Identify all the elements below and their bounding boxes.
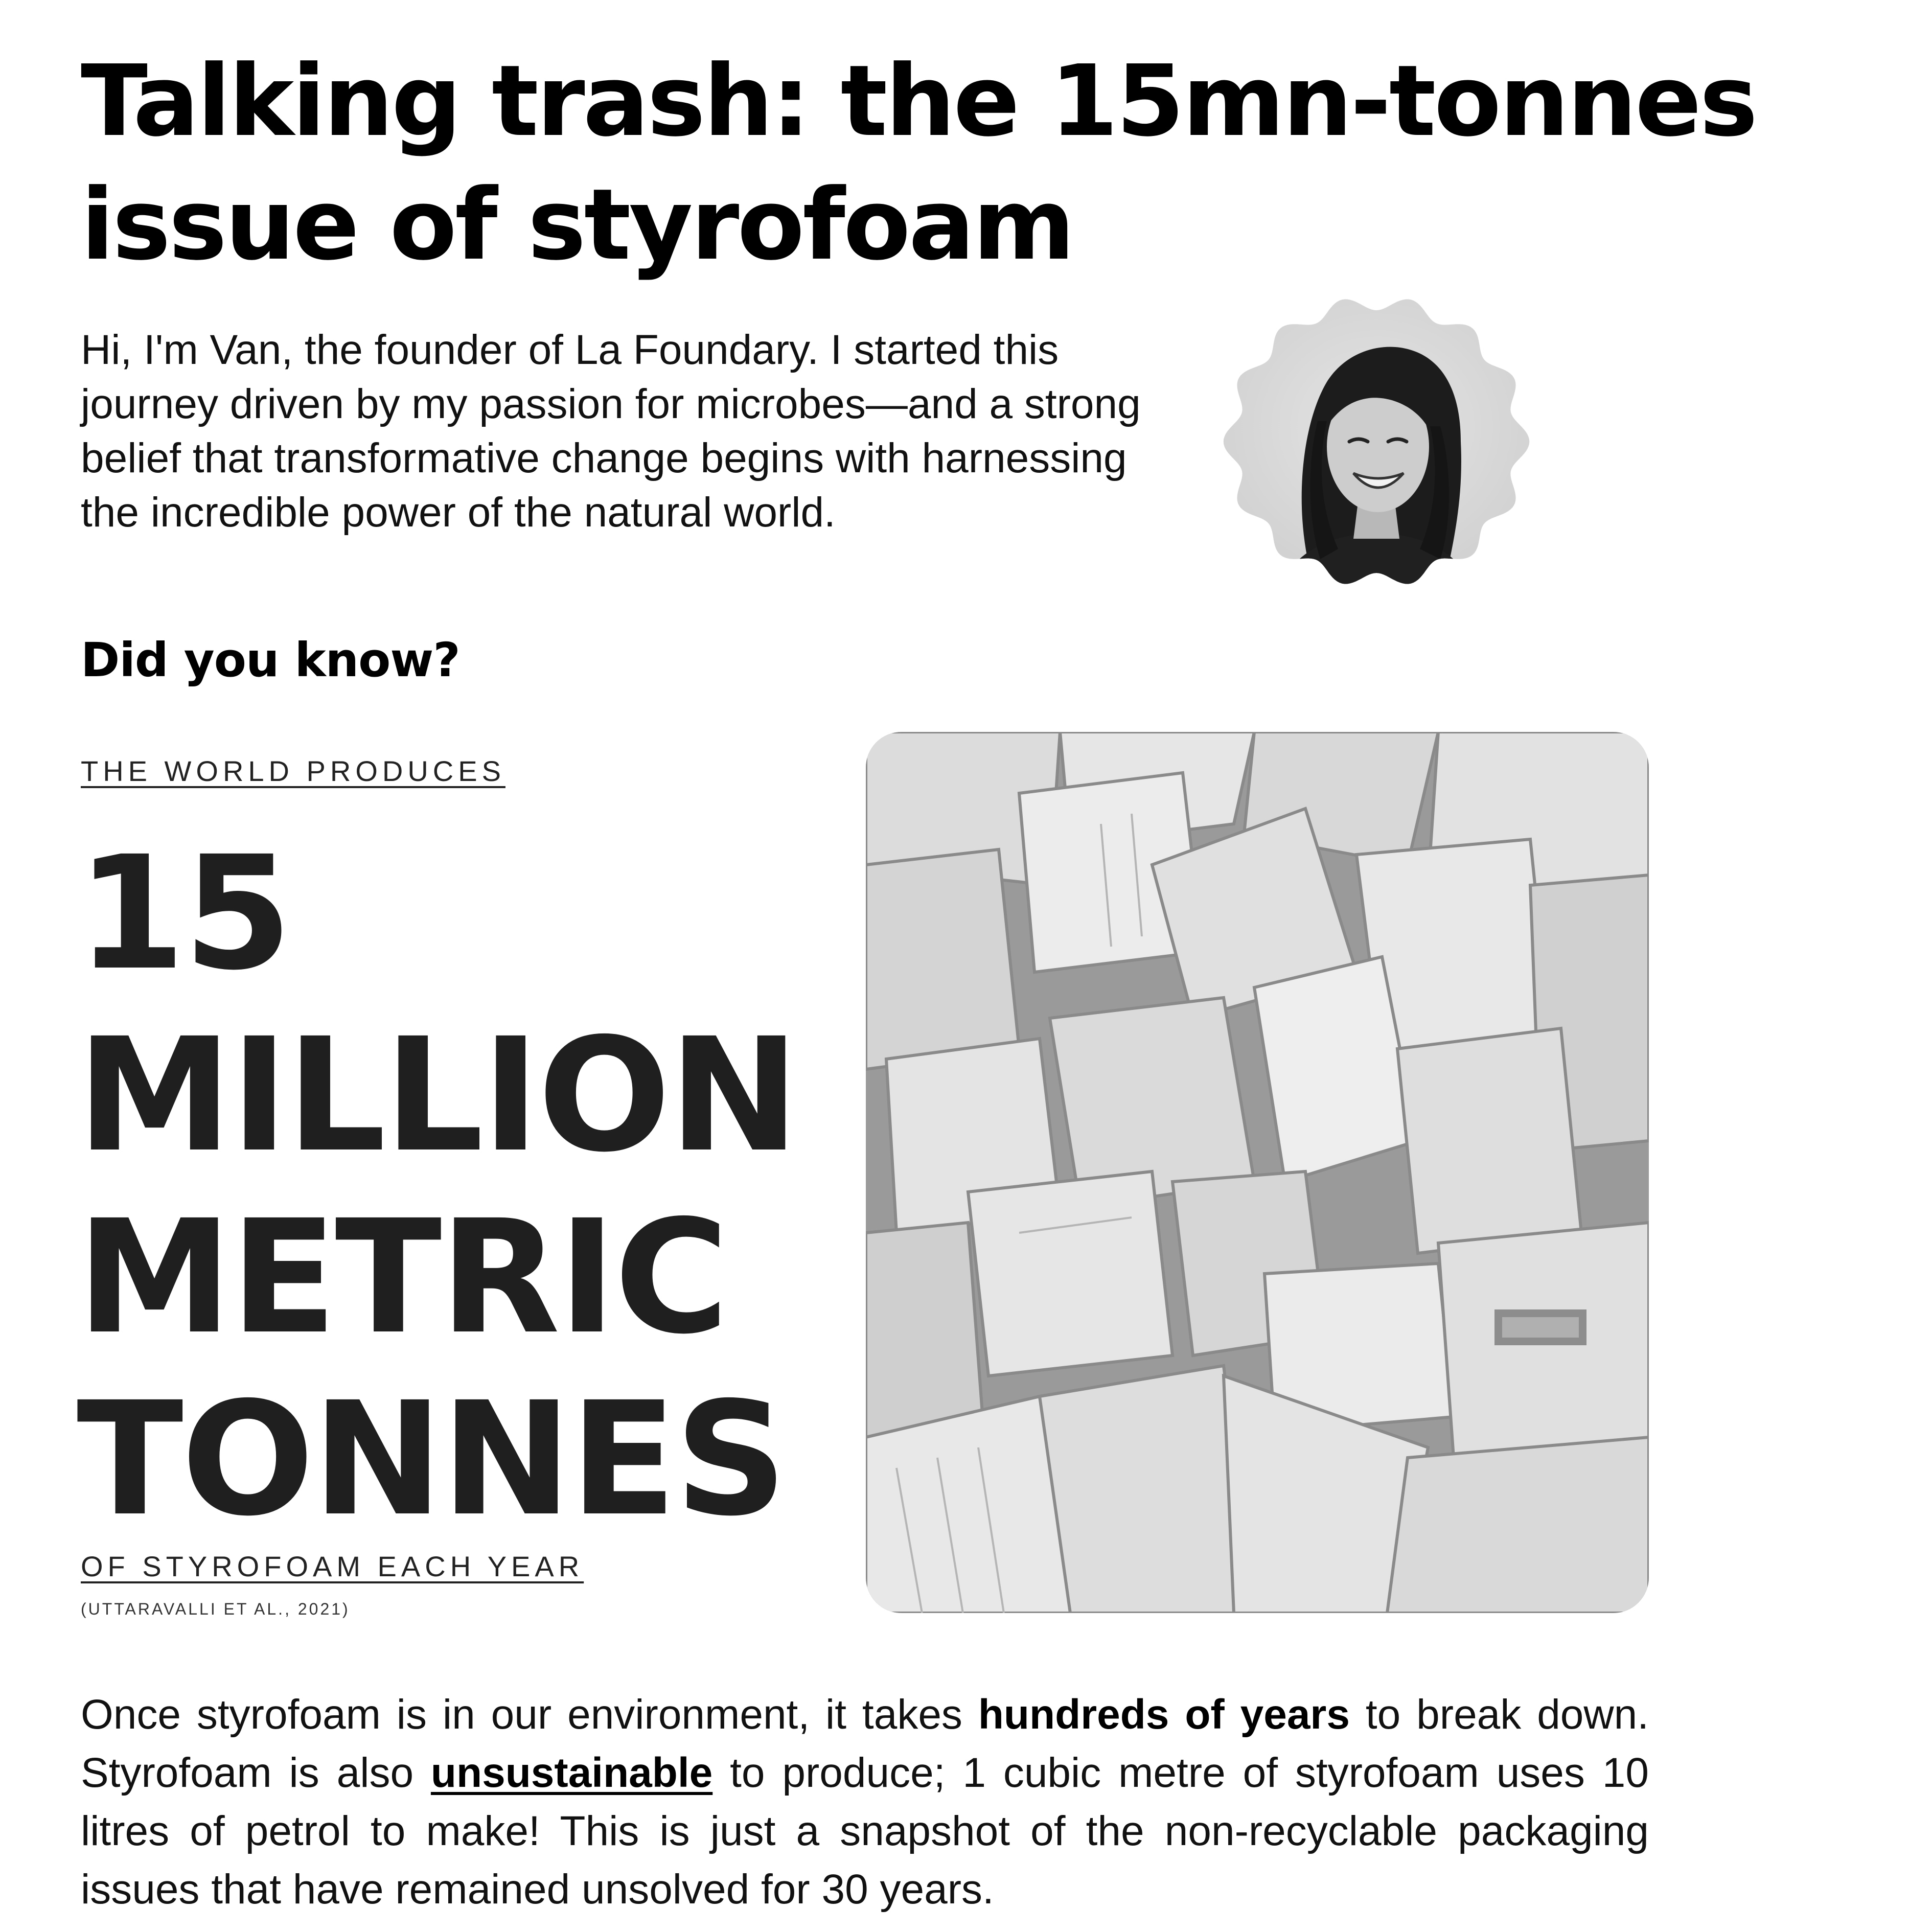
styrofoam-pile-icon <box>866 732 1649 1613</box>
stat-kicker-bottom: OF STYROFOAM EACH YEAR <box>81 1550 584 1582</box>
stat-citation: (UTTARAVALLI ET AL., 2021) <box>81 1600 350 1618</box>
stat-big-number <box>77 823 874 1551</box>
body-underlined-word: unsustainable <box>430 1750 713 1796</box>
founder-portrait-icon <box>1215 293 1537 590</box>
stat-line-4: TONNES <box>77 1369 786 1551</box>
stat-line-1: 15 <box>77 823 290 1005</box>
founder-avatar <box>1215 293 1537 590</box>
stat-line-3: METRIC <box>77 1187 727 1369</box>
article-title: Talking trash: the 15mn-tonnes issue of styrofoam <box>81 44 1756 282</box>
body-text-part-3: to produce; 1 cubic metre of styrofoam uses 10 litres of petrol to make! This is just a snapshot of the non-recyclable packaging issues that have remained unsolved for 30 years. <box>81 1750 1649 1913</box>
stat-kicker-top: THE WORLD PRODUCES <box>81 755 505 787</box>
did-you-know-heading: Did you know? <box>81 633 460 687</box>
body-bold-phrase: hundreds of years <box>978 1691 1350 1738</box>
body-text-part-1: Once styrofoam is in our environment, it takes <box>81 1691 978 1738</box>
intro-paragraph: Hi, I'm Van, the founder of La Foundary. I started this journey driven by my passion for microbes—and a strong belief that transformative change begins with harnessing the incredible power of the natural world. <box>81 327 1141 536</box>
styrofoam-photo <box>866 732 1649 1613</box>
stat-line-2: MILLION <box>77 1005 798 1187</box>
body-text-part-2: to break down. Styrofoam is also <box>81 1691 1649 1796</box>
body-paragraph <box>81 1686 1649 1919</box>
